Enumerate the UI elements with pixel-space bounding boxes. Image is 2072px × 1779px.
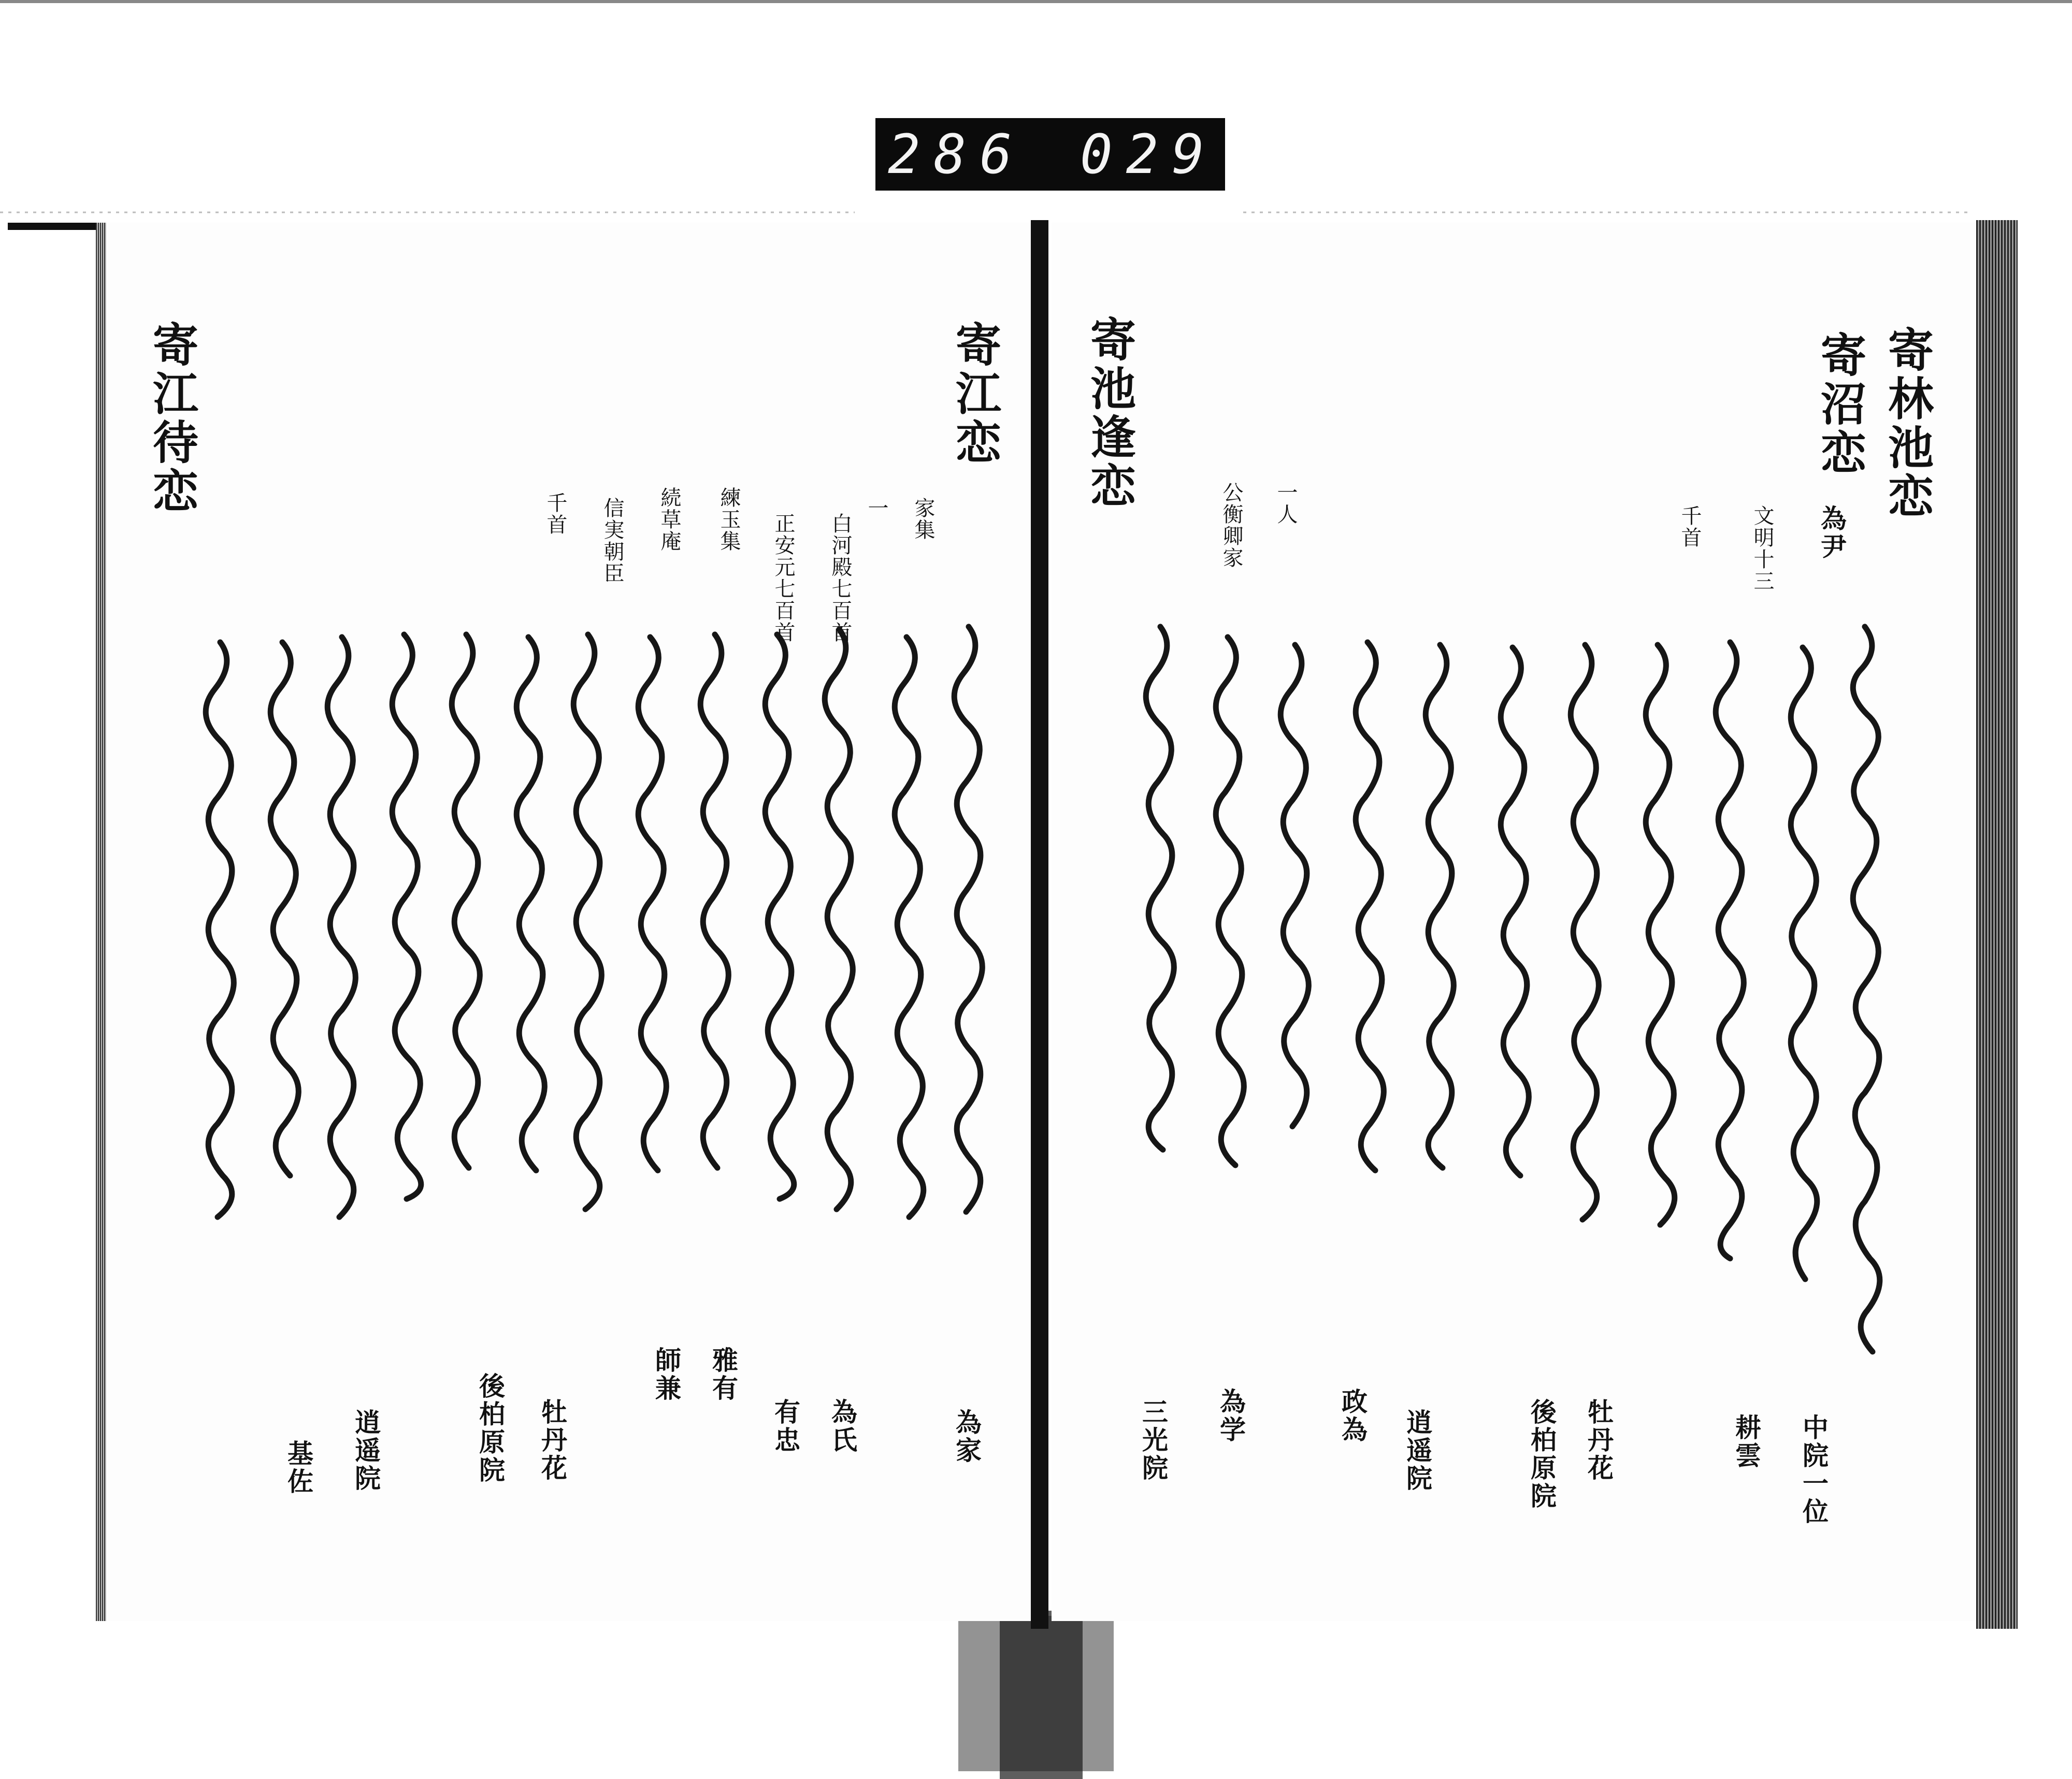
poem-column — [573, 634, 601, 1209]
poem-title: 寄江待恋 — [146, 321, 199, 516]
frame-number-plate — [875, 118, 1225, 191]
source-note: 家集 — [911, 497, 935, 541]
source-note: 練玉集 — [717, 487, 741, 552]
poet-name: 逍遥院 — [351, 1409, 381, 1493]
source-note: 千首 — [543, 492, 567, 536]
poet-name: 後柏原院 — [1527, 1398, 1557, 1510]
poem-column — [392, 634, 421, 1199]
poem-column — [1280, 645, 1308, 1126]
source-note: 一 — [865, 497, 888, 519]
poem-title: 寄池逢恋 — [1083, 316, 1137, 511]
source-note: 一人 — [1274, 482, 1298, 525]
poet-name: 三光院 — [1138, 1398, 1169, 1482]
poet-name: 為家 — [952, 1409, 982, 1465]
poem-column — [1646, 645, 1675, 1225]
poem-column — [954, 627, 982, 1212]
frame-number-right: 029 — [1080, 123, 1218, 186]
poet-name: 基佐 — [283, 1440, 314, 1496]
poem-column — [270, 642, 298, 1176]
poet-name: 耕雲 — [1731, 1414, 1762, 1470]
poet-name: 逍遥院 — [1402, 1409, 1433, 1493]
poet-name: 牡丹花 — [1584, 1398, 1614, 1482]
poet-name: 師兼 — [651, 1347, 682, 1402]
poem-title: 寄沼恋 — [1814, 331, 1867, 478]
source-note: 信実朝臣 — [600, 497, 624, 584]
source-note: 正安元七百首 — [771, 513, 795, 643]
poem-column — [1716, 642, 1744, 1259]
poem-column — [1501, 647, 1529, 1176]
source-note: 公衡卿家 — [1219, 482, 1243, 569]
poem-column — [327, 637, 355, 1217]
poet-name: 後柏原院 — [475, 1372, 506, 1484]
poet-name: 為氏 — [827, 1398, 858, 1454]
source-note: 続草庵 — [657, 487, 681, 552]
poem-column — [1791, 647, 1817, 1279]
poem-column — [765, 634, 794, 1199]
poet-name: 為学 — [1216, 1388, 1246, 1444]
source-note: 白河殿七百首 — [828, 513, 852, 643]
poet-name: 為尹 — [1817, 505, 1847, 561]
poem-title: 寄江恋 — [948, 321, 1002, 467]
poem-column — [638, 637, 666, 1170]
poet-name: 中院一位 — [1798, 1414, 1829, 1526]
poem-column — [1853, 627, 1880, 1352]
poet-name: 政為 — [1337, 1388, 1368, 1444]
source-note: 文明十三 — [1750, 505, 1774, 592]
poet-name: 有忠 — [770, 1398, 801, 1454]
poem-column — [1356, 642, 1384, 1170]
poem-column — [516, 637, 544, 1170]
poem-column — [895, 637, 924, 1217]
poem-column — [1426, 645, 1454, 1168]
poem-title: 寄林池恋 — [1881, 326, 1935, 521]
poem-column — [825, 629, 853, 1209]
poem-column — [1216, 637, 1244, 1165]
poem-column — [1146, 627, 1174, 1150]
source-note: 千首 — [1678, 505, 1702, 548]
poem-column — [700, 634, 728, 1168]
poet-name: 牡丹花 — [537, 1398, 568, 1482]
poet-name: 雅有 — [708, 1347, 739, 1402]
frame-number-left: 286 — [888, 123, 1026, 186]
poem-column — [1571, 645, 1599, 1220]
poem-column — [206, 642, 234, 1217]
poem-column — [452, 634, 480, 1168]
